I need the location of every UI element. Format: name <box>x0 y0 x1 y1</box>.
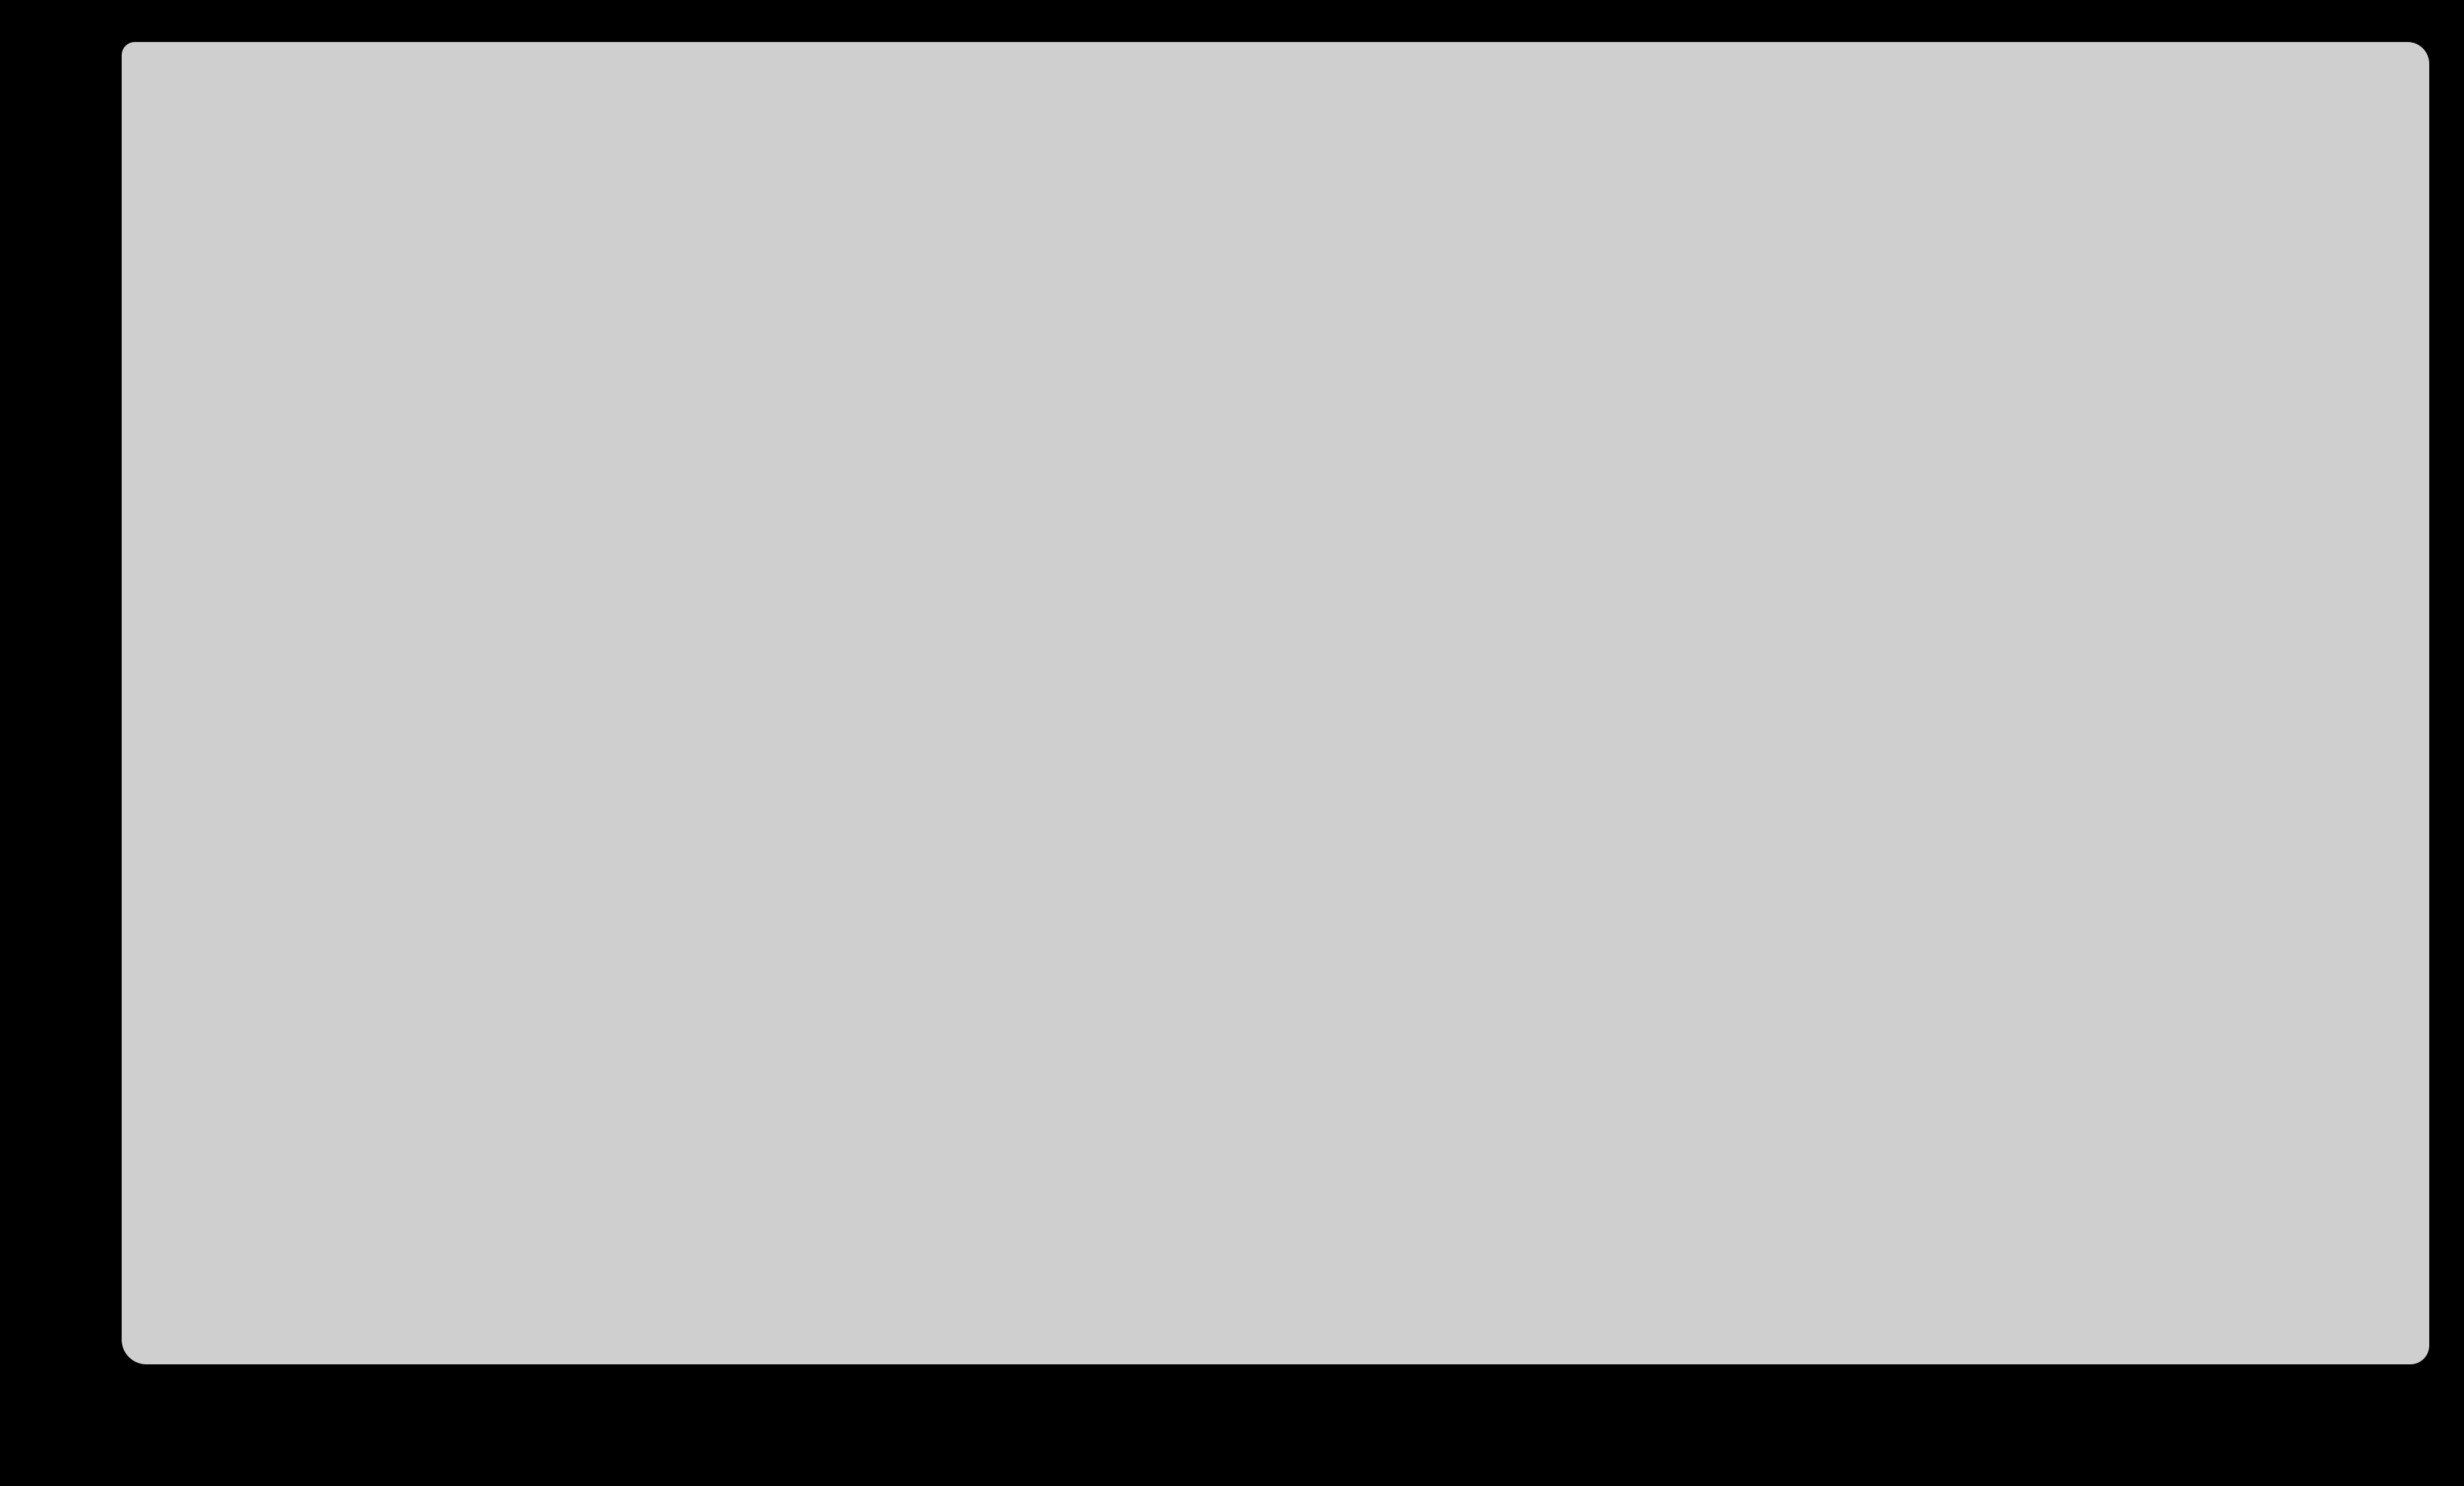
census-card <box>122 42 2429 1364</box>
